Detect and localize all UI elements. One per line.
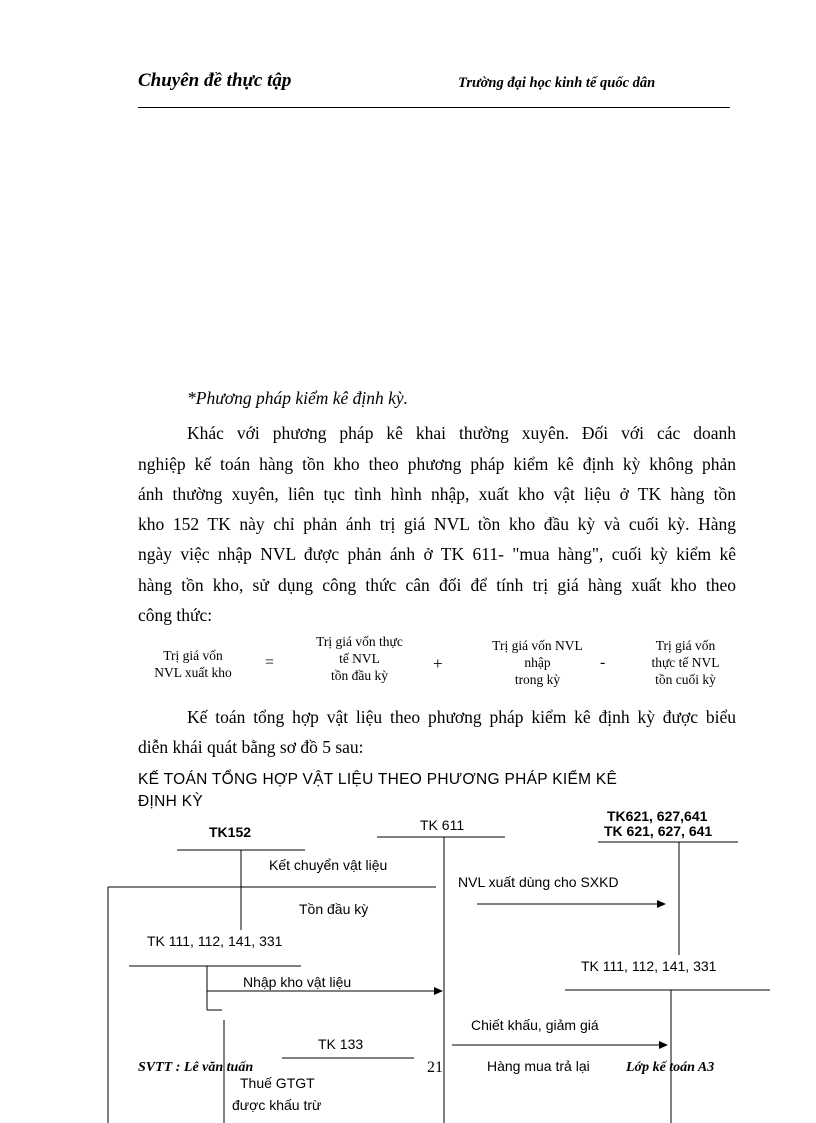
- para1-line-4: kho 152 TK này chỉ phản ánh trị giá NVL tồn kho đầu kỳ và cuối kỳ. Hàng: [138, 514, 736, 534]
- tk621-label-b: TK 621, 627, 641: [604, 823, 713, 839]
- footer-right: Lớp kế toán A3: [626, 1060, 715, 1075]
- para1-line-5: ngày việc nhập NVL được phản ánh ở TK 611- "mua hàng", cuối kỳ kiểm kê: [138, 544, 736, 564]
- ton-dau-ky-label: Tồn đầu kỳ: [299, 901, 369, 917]
- footer-left: SVTT : Lê văn tuấn: [138, 1060, 254, 1075]
- tk611-label: TK 611: [420, 817, 465, 833]
- nhap-kho-label: Nhập kho vật liệu: [243, 974, 352, 990]
- para1-line-2: nghiệp kế toán hàng tồn kho theo phương pháp kiểm kê định kỳ không phản: [138, 454, 736, 474]
- para1-line-3: ánh thường xuyên, liên tục tình hình nhập, xuất kho vật liệu ở TK hàng tồn: [138, 484, 736, 504]
- tk111-left-label: TK 111, 112, 141, 331: [147, 933, 283, 949]
- ket-chuyen-label: Kết chuyển vật liệu: [269, 857, 388, 873]
- footer-page-number: 21: [427, 1059, 443, 1076]
- tk152-label: TK152: [209, 824, 252, 840]
- formula-term-4: Trị giá vốn thực tế NVL tồn cuối kỳ: [651, 638, 720, 687]
- formula-term-3: Trị giá vốn NVL nhập trong kỳ: [492, 638, 583, 687]
- chiet-khau-label: Chiết khấu, giảm giá: [471, 1017, 599, 1033]
- chiet-khau-arrowhead: [659, 1041, 668, 1049]
- tk133-label: TK 133: [318, 1036, 364, 1052]
- header-right: Trường đại học kinh tế quốc dân: [458, 75, 656, 91]
- para2-line-2: diễn khái quát bằng sơ đồ 5 sau:: [138, 737, 364, 757]
- nvl-xuat-arrowhead: [657, 900, 666, 908]
- para1-line-1: Khác với phương pháp kê khai thường xuyên. Đối với các doanh: [187, 423, 736, 443]
- nhap-kho-arrowhead: [434, 987, 443, 995]
- para2-line-1: Kế toán tổng hợp vật liệu theo phương pháp kiểm kê định kỳ được biểu: [187, 707, 736, 727]
- diagram-title-line-1: KẾ TOÁN TỔNG HỢP VẬT LIỆU THEO PHƯƠNG PHÁP KIỂM KÊ: [138, 771, 618, 788]
- diagram-title-line-2: ĐỊNH KỲ: [138, 793, 203, 810]
- formula-minus: -: [600, 654, 606, 671]
- formula-term-2: Trị giá vốn thực tế NVL tồn đầu kỳ: [316, 634, 403, 683]
- tk621-label-a: TK621, 627,641: [607, 808, 708, 824]
- formula-plus: +: [433, 654, 443, 673]
- thue-gtgt-label-2: được khấu trừ: [232, 1097, 322, 1113]
- header-left: Chuyên đề thực tập: [138, 70, 292, 91]
- nvl-xuat-label: NVL xuất dùng cho SXKD: [458, 874, 619, 890]
- para1-line-7: công thức:: [138, 605, 213, 625]
- para1-line-6: hàng tồn kho, sử dụng công thức cân đối để tính trị giá hàng xuất kho theo: [138, 575, 736, 595]
- formula-equals: =: [265, 654, 275, 671]
- hang-mua-label: Hàng mua trả lại: [487, 1058, 590, 1074]
- formula-term-1: Trị giá vốn NVL xuất kho: [154, 648, 232, 680]
- tk111-right-label: TK 111, 112, 141, 331: [581, 958, 717, 974]
- thue-gtgt-label-1: Thuế GTGT: [240, 1075, 315, 1091]
- section-heading: *Phương pháp kiểm kê định kỳ.: [187, 388, 409, 408]
